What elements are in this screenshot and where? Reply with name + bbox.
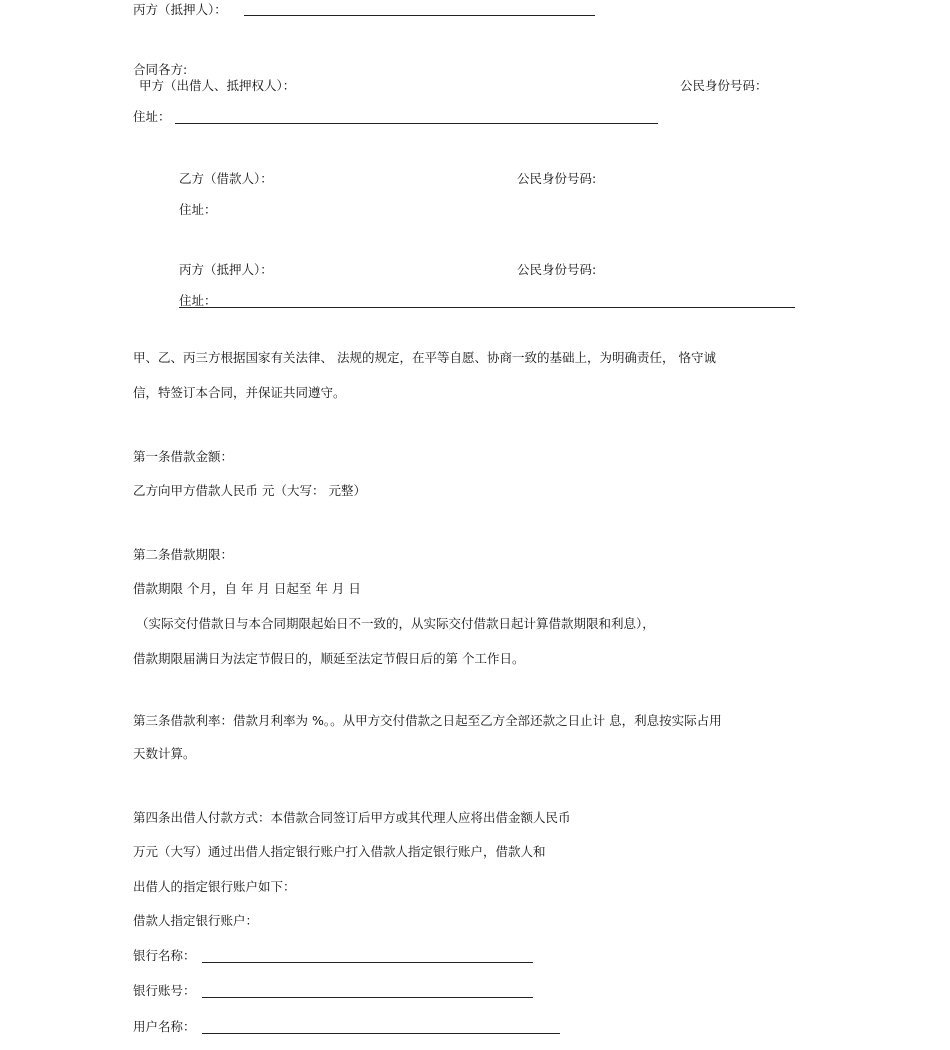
party-c-id-label: 公民身份号码:	[517, 262, 597, 277]
article-4-line-3: 出借人的指定银行账户如下：	[133, 879, 296, 894]
preamble-line-2: 信，特签订本合同，并保证共同遵守。	[133, 385, 346, 400]
article-2-line-1: 借款期限 个月，自 年 月 日起至 年 月 日	[133, 581, 361, 596]
article-1-title: 第一条借款金额：	[133, 449, 234, 464]
party-c-label: 丙方（抵押人）：	[179, 262, 273, 277]
bank-name-label: 银行名称：	[133, 948, 196, 963]
preamble-line-1: 甲、乙、丙三方根据国家有关法律、 法规的规定，在平等自愿、协商一致的基础上，为明确责任， 恪守诚	[133, 350, 716, 365]
article-4-line-4: 借款人指定银行账户：	[133, 913, 259, 928]
party-c-blank-line	[244, 15, 595, 16]
account-user-line	[202, 1033, 560, 1034]
parties-intro: 合同各方:	[133, 62, 188, 77]
party-c-label-top: 丙方（抵押人）：	[133, 2, 227, 17]
party-a-id-label: 公民身份号码：	[680, 78, 768, 93]
article-3-line-2: 天数计算。	[133, 746, 196, 761]
article-2-line-3: 借款期限届满日为法定节假日的，顺延至法定节假日后的第 个工作日。	[133, 651, 525, 666]
party-a-label: 甲方（出借人、抵押权人）：	[139, 78, 296, 93]
article-4-line-2: 万元（大写）通过出借人指定银行账户打入借款人指定银行账户，借款人和	[133, 844, 546, 859]
party-c-address-label: 住址：	[179, 293, 217, 308]
party-b-address-label: 住址：	[179, 202, 217, 217]
party-b-id-label: 公民身份号码:	[517, 171, 597, 186]
party-b-label: 乙方（借款人）：	[179, 171, 273, 186]
bank-name-line	[202, 962, 533, 963]
account-number-label: 银行账号：	[133, 983, 196, 998]
article-3-line-1: 第三条借款利率：借款月利率为 %。。从甲方交付借款之日起至乙方全部还款之日止计 息，利息按实际占用	[133, 713, 722, 728]
article-2-line-2: （实际交付借款日与本合同期限起始日不一致的，从实际交付借款日起计算借款期限和利息），	[136, 616, 655, 631]
party-a-address-label: 住址：	[133, 109, 171, 124]
account-user-label: 用户名称：	[133, 1019, 196, 1034]
party-c-address-line	[179, 307, 795, 308]
article-2-title: 第二条借款期限：	[133, 547, 234, 562]
party-a-address-line	[175, 123, 658, 124]
article-4-line-1: 第四条出借人付款方式：本借款合同签订后甲方或其代理人应将出借金额人民币	[133, 810, 571, 825]
account-number-line	[202, 997, 533, 998]
article-1-line-1: 乙方向甲方借款人民币 元（大写： 元整）	[133, 483, 366, 498]
